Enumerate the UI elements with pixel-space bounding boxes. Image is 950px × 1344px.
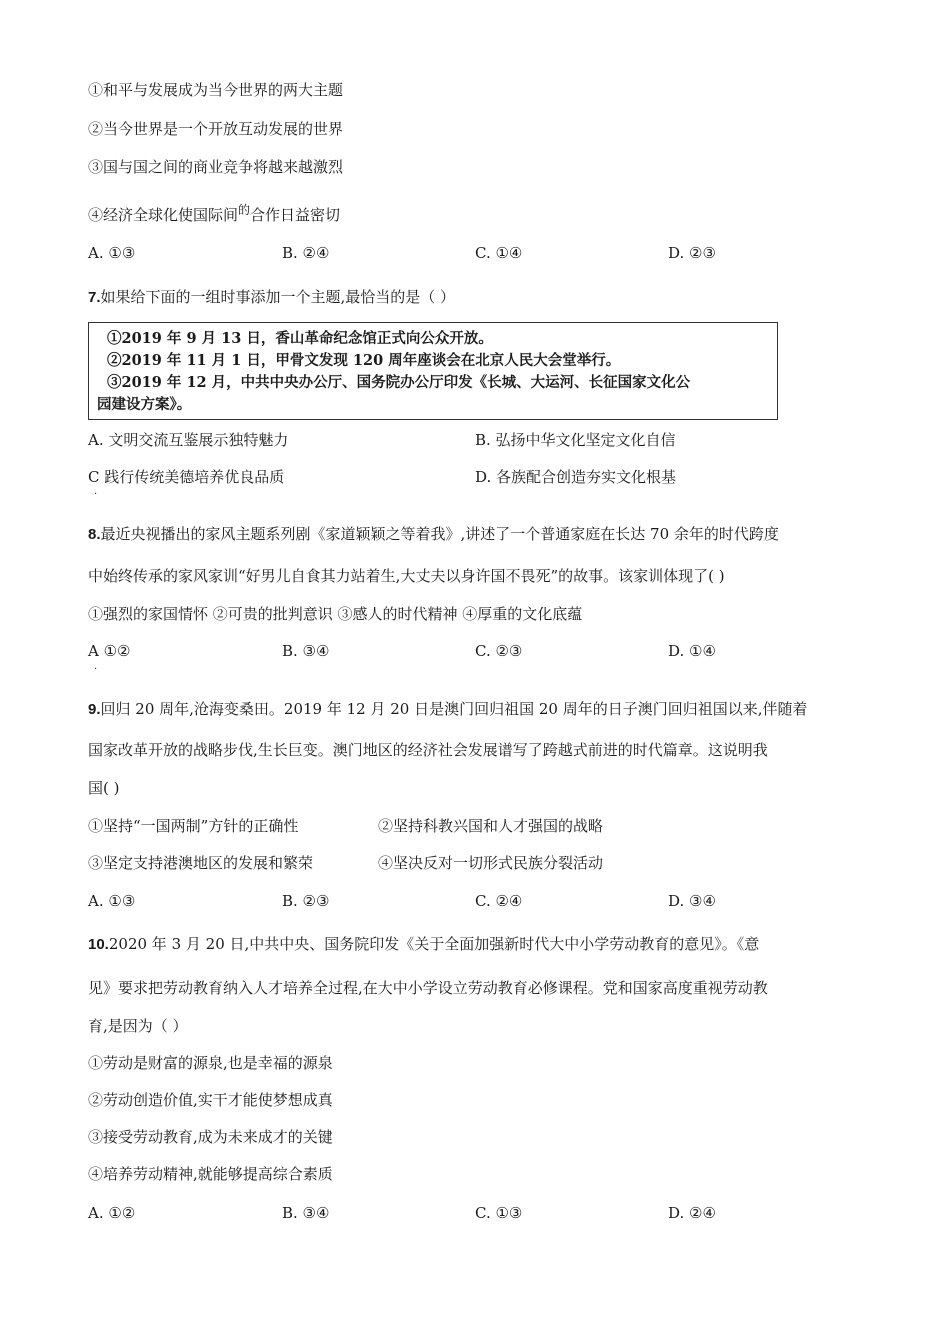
q9-option-b: B. ②③ xyxy=(282,892,330,910)
q8-number: 8. xyxy=(88,526,101,543)
q8-option-a: A ①② xyxy=(88,642,131,660)
q10-item-3: ③接受劳动教育,成为未来成才的关键 xyxy=(88,1128,333,1146)
q9-stem-1 xyxy=(88,699,808,720)
q9-option-c: C. ②④ xyxy=(475,892,523,910)
q7-box-line-1: ①2019 年 9 月 13 日，香山革命纪念馆正式向公众开放。 xyxy=(107,330,493,347)
q8-option-c: C. ②③ xyxy=(475,642,523,660)
q8-option-d: D. ①④ xyxy=(668,642,716,660)
q6-item-3: ③国与国之间的商业竞争将越来越激烈 xyxy=(88,158,344,176)
q9-item-1: ①坚持“一国两制”方针的正确性 xyxy=(88,817,299,835)
q10-number: 10. xyxy=(88,936,109,953)
q10-option-a: A. ①② xyxy=(88,1204,136,1222)
q7-news-box xyxy=(88,322,778,420)
q8-dot-mark: . xyxy=(94,661,98,672)
q7-stem xyxy=(88,287,455,308)
q10-stem-2: 见》要求把劳动教育纳入人才培养全过程,在大中小学设立劳动教育必修课程。党和国家高度重视劳动教 xyxy=(88,979,768,997)
q7-option-b: B. 弘扬中华文化坚定文化自信 xyxy=(475,431,676,449)
q6-item-1: ①和平与发展成为当今世界的两大主题 xyxy=(88,81,344,99)
q6-option-d: D. ②③ xyxy=(668,244,716,262)
q9-stem-2: 国家改革开放的战略步伐,生长巨变。澳门地区的经济社会发展谱写了跨越式前进的时代篇章。这说明我 xyxy=(88,741,768,759)
q7-dot-mark: . xyxy=(94,486,98,497)
q6-option-b: B. ②④ xyxy=(282,244,330,262)
q10-stem-3: 育,是因为（ ） xyxy=(88,1017,188,1035)
q7-stem-text: 如果给下面的一组时事添加一个主题,最恰当的是（ ） xyxy=(100,288,456,306)
q10-option-d: D. ②④ xyxy=(668,1204,716,1222)
q6-item-4-part-b: 合作日益密切 xyxy=(250,206,341,224)
q8-stem-2: 中始终传承的家风家训“好男儿自食其力站着生,大丈夫以身许国不畏死”的故事。该家训体现了( ) xyxy=(88,567,725,585)
q9-option-a: A. ①③ xyxy=(88,892,136,910)
q7-box-line-2: ②2019 年 11 月 1 日，甲骨文发现 120 周年座谈会在北京人民大会堂举行。 xyxy=(107,352,621,369)
q7-option-d: D. 各族配合创造夯实文化根基 xyxy=(475,468,677,486)
q9-item-3: ③坚定支持港澳地区的发展和繁荣 xyxy=(88,854,314,872)
q6-item-2: ②当今世界是一个开放互动发展的世界 xyxy=(88,120,344,138)
q6-item-4 xyxy=(88,200,340,225)
q10-option-c: C. ①③ xyxy=(475,1204,523,1222)
q10-stem-1 xyxy=(88,934,759,955)
q9-number: 9. xyxy=(88,701,101,718)
q10-item-2: ②劳动创造价值,实干才能使梦想成真 xyxy=(88,1091,333,1109)
q8-stem-1 xyxy=(88,524,779,545)
q10-option-b: B. ③④ xyxy=(282,1204,330,1222)
q9-stem-text-1: 回归 20 周年,沧海变桑田。2019 年 12 月 20 日是澳门回归祖国 20 周年的日子澳门回归祖国以来,伴随着 xyxy=(100,700,808,718)
q7-option-a: A. 文明交流互鉴展示独特魅力 xyxy=(88,431,289,449)
q7-box-line-3: ③2019 年 12 月，中共中央办公厅、国务院办公厅印发《长城、大运河、长征国家文化公 xyxy=(107,374,691,391)
q6-item-4-part-a: ④经济全球化使国际间 xyxy=(88,206,239,224)
q7-number: 7. xyxy=(88,289,101,306)
q10-stem-text-1: 2020 年 3 月 20 日,中共中央、国务院印发《关于全面加强新时代大中小学劳动教育的意见》。《意 xyxy=(108,935,760,953)
q6-option-a: A. ①③ xyxy=(88,244,136,262)
q8-option-b: B. ③④ xyxy=(282,642,330,660)
q9-stem-3: 国( ) xyxy=(88,779,120,797)
q9-option-d: D. ③④ xyxy=(668,892,716,910)
q10-item-1: ①劳动是财富的源泉,也是幸福的源泉 xyxy=(88,1054,333,1072)
q9-item-2: ②坚持科教兴国和人才强国的战略 xyxy=(378,817,604,835)
q6-option-c: C. ①④ xyxy=(475,244,523,262)
q8-items: ①强烈的家国情怀 ②可贵的批判意识 ③感人的时代精神 ④厚重的文化底蕴 xyxy=(88,605,583,623)
q6-item-4-sup: 的 xyxy=(238,203,251,217)
q8-stem-text-1: 最近央视播出的家风主题系列剧《家道颖颖之等着我》,讲述了一个普通家庭在长达 70 余年的时代跨度 xyxy=(100,525,779,543)
q7-option-c: C 践行传统美德培养优良品质 xyxy=(88,468,285,486)
q10-item-4: ④培养劳动精神,就能够提高综合素质 xyxy=(88,1165,333,1183)
q9-item-4: ④坚决反对一切形式民族分裂活动 xyxy=(378,854,604,872)
q7-box-line-4: 园建设方案》。 xyxy=(97,396,192,413)
